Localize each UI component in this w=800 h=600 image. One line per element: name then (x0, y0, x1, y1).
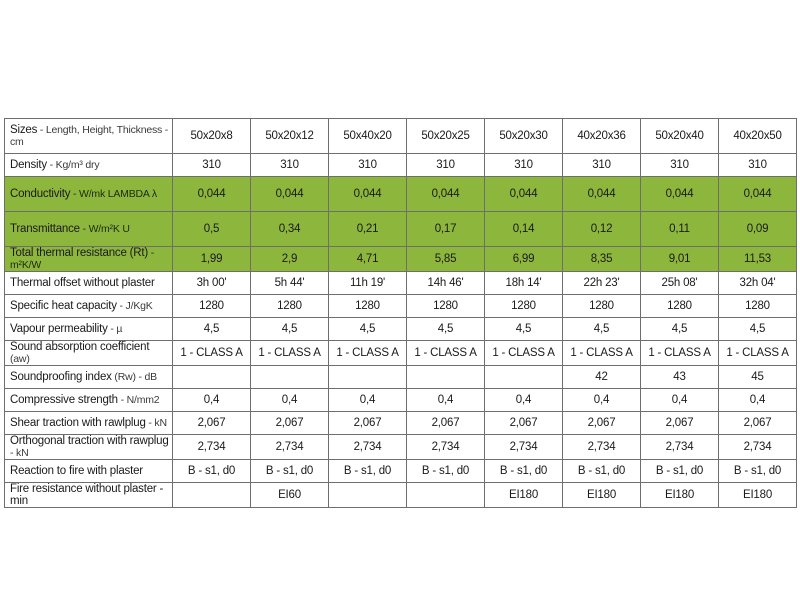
value-cell: 1280 (329, 295, 407, 318)
header-label-cell (5, 119, 173, 154)
row-label-main: Shear traction with rawlplug (10, 417, 146, 429)
value-cell: 0,34 (251, 212, 329, 247)
value-cell: 2,734 (329, 435, 407, 460)
value-cell: 310 (485, 154, 563, 177)
row-label-unit: - N/mm2 (117, 394, 160, 406)
row-label-unit: - kN (10, 447, 29, 459)
value-cell: 0,09 (719, 212, 797, 247)
value-cell: 2,734 (251, 435, 329, 460)
value-cell: 22h 23' (563, 272, 641, 295)
value-cell: 0,17 (407, 212, 485, 247)
header-size-cell: 40x20x50 (719, 119, 797, 154)
value-cell (407, 483, 485, 508)
row-label-unit: - W/mk LAMBDA λ (70, 188, 157, 200)
header-size-cell: 50x20x12 (251, 119, 329, 154)
table-row (5, 341, 797, 366)
value-cell: 1 - CLASS A (329, 341, 407, 366)
value-cell: 310 (719, 154, 797, 177)
value-cell: 1280 (485, 295, 563, 318)
value-cell: 0,14 (485, 212, 563, 247)
value-cell (407, 366, 485, 389)
row-label-unit: - m²K/W (10, 247, 155, 271)
row-label-cell (5, 318, 173, 341)
row-label-main: Thermal offset without plaster (10, 277, 155, 289)
value-cell: 5h 44' (251, 272, 329, 295)
value-cell: 310 (251, 154, 329, 177)
table-row (5, 177, 797, 212)
value-cell: 2,734 (641, 435, 719, 460)
value-cell: 4,5 (563, 318, 641, 341)
row-label-main: Compressive strength (10, 394, 118, 406)
row-label-cell (5, 295, 173, 318)
value-cell: 25h 08' (641, 272, 719, 295)
table-row (5, 272, 797, 295)
table-row (5, 389, 797, 412)
row-label-cell (5, 412, 173, 435)
row-label-main: Orthogonal traction with rawplug (10, 435, 169, 447)
value-cell: EI180 (485, 483, 563, 508)
row-label-cell (5, 212, 173, 247)
value-cell: 1 - CLASS A (407, 341, 485, 366)
value-cell: 0,044 (173, 177, 251, 212)
value-cell: 0,4 (407, 389, 485, 412)
value-cell (173, 366, 251, 389)
value-cell: 1280 (641, 295, 719, 318)
header-label-sub: - Length, Height, Thickness - cm (10, 124, 169, 148)
value-cell: 2,734 (563, 435, 641, 460)
value-cell: 2,067 (563, 412, 641, 435)
value-cell: 4,5 (641, 318, 719, 341)
value-cell: B - s1, d0 (563, 460, 641, 483)
table-row (5, 366, 797, 389)
value-cell: 4,5 (173, 318, 251, 341)
row-label-unit: - µ (107, 323, 123, 335)
value-cell: 0,044 (485, 177, 563, 212)
row-label-cell (5, 435, 173, 460)
value-cell: 6,99 (485, 247, 563, 272)
table-row (5, 247, 797, 272)
value-cell: 1 - CLASS A (563, 341, 641, 366)
row-label-unit: (Rw) - dB (111, 371, 157, 383)
value-cell: 8,35 (563, 247, 641, 272)
header-size-cell: 50x20x30 (485, 119, 563, 154)
value-cell: 32h 04' (719, 272, 797, 295)
row-label-unit: - kN (145, 417, 167, 429)
value-cell: 4,5 (719, 318, 797, 341)
table-row (5, 154, 797, 177)
value-cell: B - s1, d0 (407, 460, 485, 483)
value-cell: 1280 (251, 295, 329, 318)
value-cell: 43 (641, 366, 719, 389)
row-label-main: Density (10, 159, 47, 171)
table-row (5, 295, 797, 318)
value-cell: 4,5 (407, 318, 485, 341)
row-label-unit: - W/m²K U (79, 223, 130, 235)
row-label-cell (5, 460, 173, 483)
value-cell (251, 366, 329, 389)
row-label-main: Transmittance (10, 223, 80, 235)
value-cell: 2,067 (485, 412, 563, 435)
value-cell: 11h 19' (329, 272, 407, 295)
table-row (5, 318, 797, 341)
header-size-cell: 40x20x36 (563, 119, 641, 154)
value-cell: 1 - CLASS A (485, 341, 563, 366)
value-cell: 0,044 (329, 177, 407, 212)
value-cell: 2,734 (485, 435, 563, 460)
value-cell: 0,044 (641, 177, 719, 212)
value-cell: 1280 (563, 295, 641, 318)
value-cell: 2,734 (719, 435, 797, 460)
row-label-cell (5, 366, 173, 389)
row-label-main: Total thermal resistance (Rt) (10, 247, 148, 259)
header-size-cell: 50x20x40 (641, 119, 719, 154)
value-cell: 0,11 (641, 212, 719, 247)
value-cell: 5,85 (407, 247, 485, 272)
spec-table-container (4, 118, 797, 508)
value-cell: 310 (563, 154, 641, 177)
row-label-cell (5, 154, 173, 177)
row-label-main: Specific heat capacity (10, 300, 117, 312)
value-cell: 2,067 (407, 412, 485, 435)
value-cell: 45 (719, 366, 797, 389)
table-row (5, 435, 797, 460)
value-cell: B - s1, d0 (641, 460, 719, 483)
row-label-cell (5, 389, 173, 412)
row-label-main: Soundproofing index (10, 371, 112, 383)
value-cell: 1 - CLASS A (641, 341, 719, 366)
header-label-main: Sizes (10, 124, 38, 136)
value-cell: 310 (407, 154, 485, 177)
value-cell: 0,21 (329, 212, 407, 247)
value-cell: EI180 (719, 483, 797, 508)
table-row (5, 460, 797, 483)
row-label-cell (5, 177, 173, 212)
value-cell: 0,044 (563, 177, 641, 212)
value-cell: 1 - CLASS A (251, 341, 329, 366)
value-cell: B - s1, d0 (719, 460, 797, 483)
value-cell: 2,067 (251, 412, 329, 435)
row-label-main: Fire resistance without plaster - min (10, 483, 164, 507)
value-cell: EI180 (563, 483, 641, 508)
value-cell: 2,067 (719, 412, 797, 435)
value-cell: 2,734 (407, 435, 485, 460)
row-label-cell (5, 341, 173, 366)
row-label-main: Sound absorption coefficient (10, 341, 150, 353)
value-cell (329, 483, 407, 508)
value-cell: 0,4 (641, 389, 719, 412)
value-cell: 2,734 (173, 435, 251, 460)
value-cell: 9,01 (641, 247, 719, 272)
value-cell: 0,12 (563, 212, 641, 247)
value-cell: 310 (641, 154, 719, 177)
value-cell: 1 - CLASS A (719, 341, 797, 366)
row-label-main: Reaction to fire with plaster (10, 465, 143, 477)
value-cell: 1,99 (173, 247, 251, 272)
value-cell: 4,5 (329, 318, 407, 341)
value-cell: 0,4 (329, 389, 407, 412)
table-row (5, 483, 797, 508)
value-cell: 310 (329, 154, 407, 177)
value-cell: B - s1, d0 (173, 460, 251, 483)
value-cell: B - s1, d0 (485, 460, 563, 483)
row-label-cell (5, 483, 173, 508)
value-cell: B - s1, d0 (329, 460, 407, 483)
header-size-cell: 50x20x25 (407, 119, 485, 154)
value-cell: 14h 46' (407, 272, 485, 295)
header-size-cell: 50x40x20 (329, 119, 407, 154)
value-cell: 2,9 (251, 247, 329, 272)
value-cell: 1 - CLASS A (173, 341, 251, 366)
row-label-main: Vapour permeability (10, 323, 108, 335)
value-cell: 18h 14' (485, 272, 563, 295)
value-cell: 0,4 (485, 389, 563, 412)
value-cell: 0,4 (563, 389, 641, 412)
value-cell: 0,044 (407, 177, 485, 212)
value-cell: B - s1, d0 (251, 460, 329, 483)
value-cell: 11,53 (719, 247, 797, 272)
value-cell: 0,4 (251, 389, 329, 412)
row-label-unit: (aw) (10, 353, 30, 365)
value-cell: 4,5 (251, 318, 329, 341)
value-cell: 1280 (173, 295, 251, 318)
value-cell: 3h 00' (173, 272, 251, 295)
value-cell: 2,067 (329, 412, 407, 435)
value-cell: 1280 (407, 295, 485, 318)
value-cell: 310 (173, 154, 251, 177)
row-label-main: Conductivity (10, 188, 71, 200)
specifications-table (4, 118, 797, 508)
table-row (5, 212, 797, 247)
row-label-unit: - J/KgK (116, 300, 153, 312)
table-row (5, 412, 797, 435)
row-label-cell (5, 247, 173, 272)
value-cell (173, 483, 251, 508)
value-cell: 4,71 (329, 247, 407, 272)
value-cell: 0,4 (173, 389, 251, 412)
value-cell: 0,5 (173, 212, 251, 247)
value-cell: EI60 (251, 483, 329, 508)
row-label-cell (5, 272, 173, 295)
value-cell: EI180 (641, 483, 719, 508)
value-cell (329, 366, 407, 389)
value-cell: 0,4 (719, 389, 797, 412)
value-cell: 2,067 (173, 412, 251, 435)
value-cell (485, 366, 563, 389)
value-cell: 4,5 (485, 318, 563, 341)
value-cell: 0,044 (719, 177, 797, 212)
row-label-unit: - Kg/m³ dry (46, 159, 100, 171)
value-cell: 1280 (719, 295, 797, 318)
header-row (5, 119, 797, 154)
header-size-cell: 50x20x8 (173, 119, 251, 154)
value-cell: 42 (563, 366, 641, 389)
value-cell: 0,044 (251, 177, 329, 212)
value-cell: 2,067 (641, 412, 719, 435)
